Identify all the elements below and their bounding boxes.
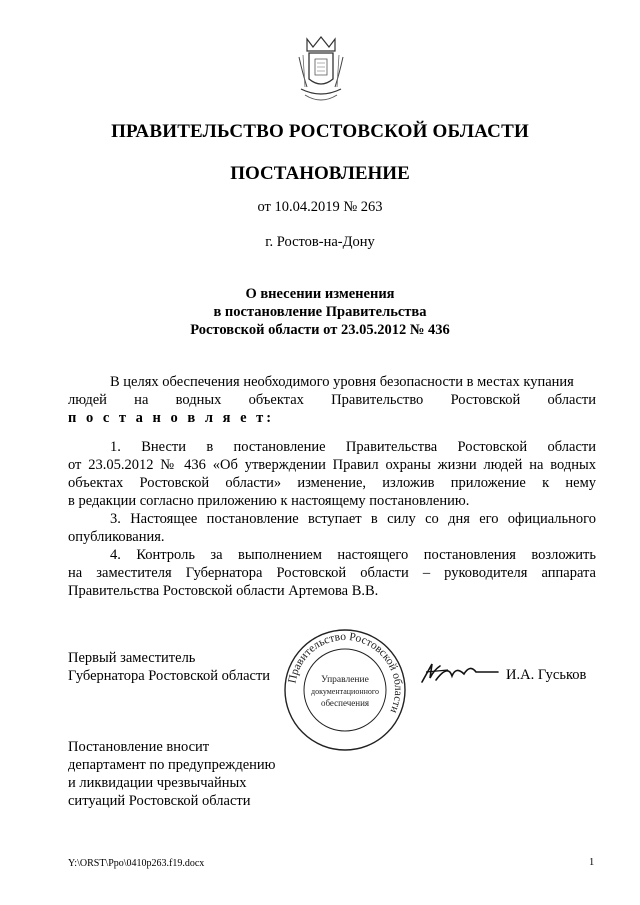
decree-word: п о с т а н о в л я е т:: [68, 410, 275, 426]
clause-line: 3. Настоящее постановление вступает в силу со дня его официального: [110, 511, 596, 527]
preamble-line: людей на водных объектах Правительство Ростовской области: [68, 392, 596, 408]
document-subject: [0, 285, 640, 339]
page-number: 1: [589, 857, 595, 868]
clause-line: 1. Внести в постановление Правительства Ростовской области: [110, 439, 596, 455]
submitted-by-line: департамент по предупреждению: [68, 757, 276, 773]
stamp-inner-line: Управление: [321, 675, 369, 685]
file-path: Y:\ORST\Ppo\0410p263.f19.docx: [68, 858, 205, 869]
clause-line: 4. Контроль за выполнением настоящего постановления возложить: [110, 547, 596, 563]
stamp-inner-line: обеспечения: [320, 698, 370, 708]
clause-line: от 23.05.2012 № 436 «Об утверждении Правил охраны жизни людей на водных: [68, 457, 596, 473]
signer-position-line: Губернатора Ростовской области: [68, 668, 271, 684]
submitted-by-line: и ликвидации чрезвычайных: [68, 775, 247, 791]
clauses-block: [68, 438, 596, 600]
signer-position: [68, 649, 270, 685]
handwritten-signature: [418, 658, 500, 686]
subject-line: в постановление Правительства: [213, 304, 427, 320]
stamp-ring-text: Правительство Ростовской области: [286, 630, 405, 715]
organization-title: ПРАВИТЕЛЬСТВО РОСТОВСКОЙ ОБЛАСТИ: [111, 121, 529, 142]
clause-line: объектах Ростовской области» изменение, изложив приложение к нему: [68, 475, 596, 491]
subject-line: Ростовской области от 23.05.2012 № 436: [190, 322, 450, 338]
subject-line: О внесении изменения: [245, 286, 395, 302]
document-type-title: ПОСТАНОВЛЕНИЕ: [230, 163, 410, 184]
submitted-by-line: ситуаций Ростовской области: [68, 793, 251, 809]
clause-line: в редакции согласно приложению к настоящему постановлению.: [68, 493, 470, 509]
document-city: г. Ростов-на-Дону: [265, 234, 375, 250]
signer-name: И.А. Гуськов: [506, 667, 587, 683]
preamble-paragraph: [68, 373, 596, 427]
submitted-by-block: [68, 738, 276, 810]
clause-line: на заместителя Губернатора Ростовской области – руководителя аппарата: [68, 565, 596, 581]
signer-position-line: Первый заместитель: [68, 650, 196, 666]
coat-of-arms-icon: [295, 35, 347, 107]
clause-line: опубликования.: [68, 529, 165, 545]
stamp-inner-line: документационного: [311, 687, 379, 696]
clause-line: Правительства Ростовской области Артемова В.В.: [68, 583, 379, 599]
document-date-number: от 10.04.2019 № 263: [257, 199, 383, 215]
preamble-line: В целях обеспечения необходимого уровня безопасности в местах купания: [110, 374, 574, 390]
submitted-by-line: Постановление вносит: [68, 739, 210, 755]
official-stamp: [283, 628, 407, 752]
